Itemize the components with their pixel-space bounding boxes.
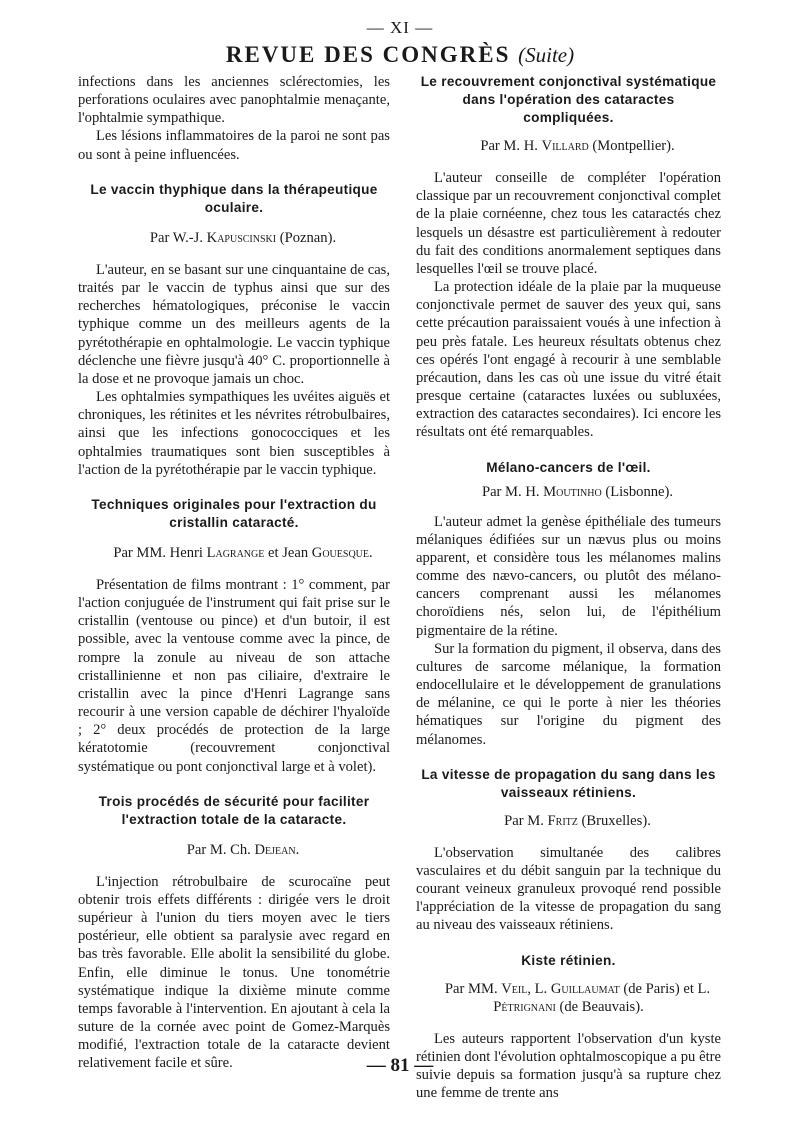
article-title: Kiste rétinien. (521, 952, 616, 968)
author-name: Veil (501, 980, 528, 997)
article-paragraph: Sur la formation du pigment, il observa, dans des cultures de sarcome mélanique, la formation endocellulaire et le développement de granulations de mélanine, ce qui le porte à nier les théories hématiques sur l'origine du pigment des mélanomes. (416, 640, 721, 748)
article-paragraph: L'auteur conseille de compléter l'opération classique par un recouvrement conjonctival complet de la plaie cornéenne, chez tous les cataractés chez lesquels un désastre est particulièrement à redouter du fait des conditions anormalement septiques dans lesquelles l'œil se trouve placé. (416, 170, 721, 277)
header-suite: (Suite) (518, 43, 575, 67)
article-paragraph: L'observation simultanée des calibres vasculaires et du débit sanguin par la technique du courant veineux granuleux provoqué rend possible l'appréciation de la vitesse de propagation du sang au niveau des vaisseaux rétiniens. (416, 844, 721, 934)
continued-paragraph: Les lésions inflammatoires de la paroi ne sont pas ou sont à peine influencées. (78, 128, 390, 163)
article-title: Le vaccin thyphique dans la thérapeutique oculaire. (90, 181, 378, 215)
author-name: Moutinho (543, 483, 602, 500)
article-byline: Par M. H. Villard (Montpellier). (480, 138, 675, 154)
article-byline: Par M. H. Moutinho (Lisbonne). (481, 483, 674, 500)
author-name: Pétrignani (493, 998, 556, 1015)
author-name: Lagrange (206, 544, 265, 561)
author-name: Dejean (254, 841, 296, 858)
article-title: La vitesse de propagation du sang dans les vaisseaux rétiniens. (421, 766, 716, 800)
left-column (78, 73, 390, 1073)
article-byline: Par MM. Henri Lagrange et Jean Gouesque. (113, 544, 373, 561)
article-paragraph: L'auteur, en se basant sur une cinquantaine de cas, traités par le vaccin de typhus ainsi que sur des recherches hématologiques, préconise le vaccin typhique comme un des meilleurs agents de la pyrétothérapie en ophtalmologie. Le vaccin typhique déclenche une fièvre jusqu'à 40° C. proportionnelle à la dose et ne provoque jamais un choc. (78, 261, 390, 387)
article-byline: Par M. Fritz (Bruxelles). (504, 812, 651, 829)
author-name: Guillaumat (550, 980, 620, 997)
article-paragraph: L'auteur admet la genèse épithéliale des tumeurs mélaniques édifiées sur un nævus plus ou moins apparent, et considère tous les mélanomes malins comme des nævo-cancers, ou plutôt des mélano-cancers comprenant aussi les mélanomes choroïdiens nés, selon lui, de l'épithélium pigmentaire de la rétine. (416, 513, 721, 639)
article-paragraph: La protection idéale de la plaie par la muqueuse conjonctivale permet de sauver des yeux qui, sans cette précaution paraissaient voués à une infection à peu près fatale. Les heureux résultats obtenus chez ces opérés l'ont engagé à recourir à une semblable précaution, dans les cas où une issue du vitré était presque certaine (cataractes luxées ou subluxées, extraction des cataractes secondaires). Ici encore les résultats ont été remarquables. (416, 279, 721, 441)
article-title: Trois procédés de sécurité pour faciliter l'extraction totale de la cataracte. (98, 793, 370, 827)
article-title: Le recouvrement conjonctival systématique dans l'opération des cataractes compliquées. (420, 74, 717, 125)
author-name: Fritz (547, 812, 578, 829)
article-title: Mélano-cancers de l'œil. (486, 459, 651, 475)
article-byline: Par W.-J. Kapuscinski (Poznan). (149, 229, 337, 246)
right-column (416, 73, 721, 1103)
article-paragraph: L'injection rétrobulbaire de scurocaïne peut obtenir trois effets différents : dirigée vers le droit supérieur à l'union du tiers moyen avec le tiers postérieur, elle obtient sa paralysie avec regard en bas très favorable. Elle abolit la sensibilité du globe. Enfin, elle diminue le tonus. Une tonométrie systématique indique la dixième minute comme temps favorable à l'intervention. En ajoutant à cela la suture de la cornée avec point de Gomez-Marquès modifié, l'extraction totale de la cataracte devient relativement facile et sûre. (78, 873, 390, 1072)
author-name: Gouesque (311, 544, 370, 561)
article-byline: Par M. Ch. Dejean. (186, 841, 300, 858)
article-paragraph: Présentation de films montrant : 1° comment, par l'action conjuguée de l'instrument qui fait prise sur le cristallin (ventouse ou pince) et d'un butoir, il est possible, avec la ventouse comme avec la pince, de rompre la zonule au niveau de son attache cristallinienne et non pas ciliaire, d'extraire le cristallin avec la pince d'Henri Lagrange sans recourir à une version capable de déchirer l'hyaloïde ; 2° deux procédés de protection de la large kératotomie (recouvrement conjonctival systématique ou pont conjonctival large et à volet). (78, 576, 390, 775)
article-paragraph: Les ophtalmies sympathiques les uvéites aiguës et chroniques, les rétinites et les névrites rétrobulbaires, ainsi que les infections gonococciques et les ophtalmies traumatiques sont bien susceptibles à l'action de la pyrétothérapie par le vaccin typhique. (78, 389, 390, 478)
author-name: Kapuscinski (206, 229, 277, 246)
author-name: Villard (541, 138, 589, 154)
page-number: — 81 — (366, 1055, 434, 1076)
running-header (0, 42, 800, 68)
article-paragraph: Les auteurs rapportent l'observation d'un kyste rétinien dont l'évolution ophtalmoscopique a pu être suivie depuis sa formation jusqu'à sa rupture chez une femme de trente ans (416, 1030, 721, 1102)
continued-paragraph: infections dans les anciennes sclérectomies, les perforations oculaires avec panophtalmie menaçante, l'ophtalmie sympathique. (78, 74, 390, 127)
page-roman-numeral: — XI — (366, 18, 434, 37)
article-byline: Par MM. Veil, L. Guillaumat (de Paris) et L. Pétrignani (de Beauvais). (444, 980, 711, 1015)
article-title: Techniques originales pour l'extraction du cristallin cataracté. (91, 496, 377, 530)
header-title: REVUE DES CONGRÈS (225, 42, 511, 67)
